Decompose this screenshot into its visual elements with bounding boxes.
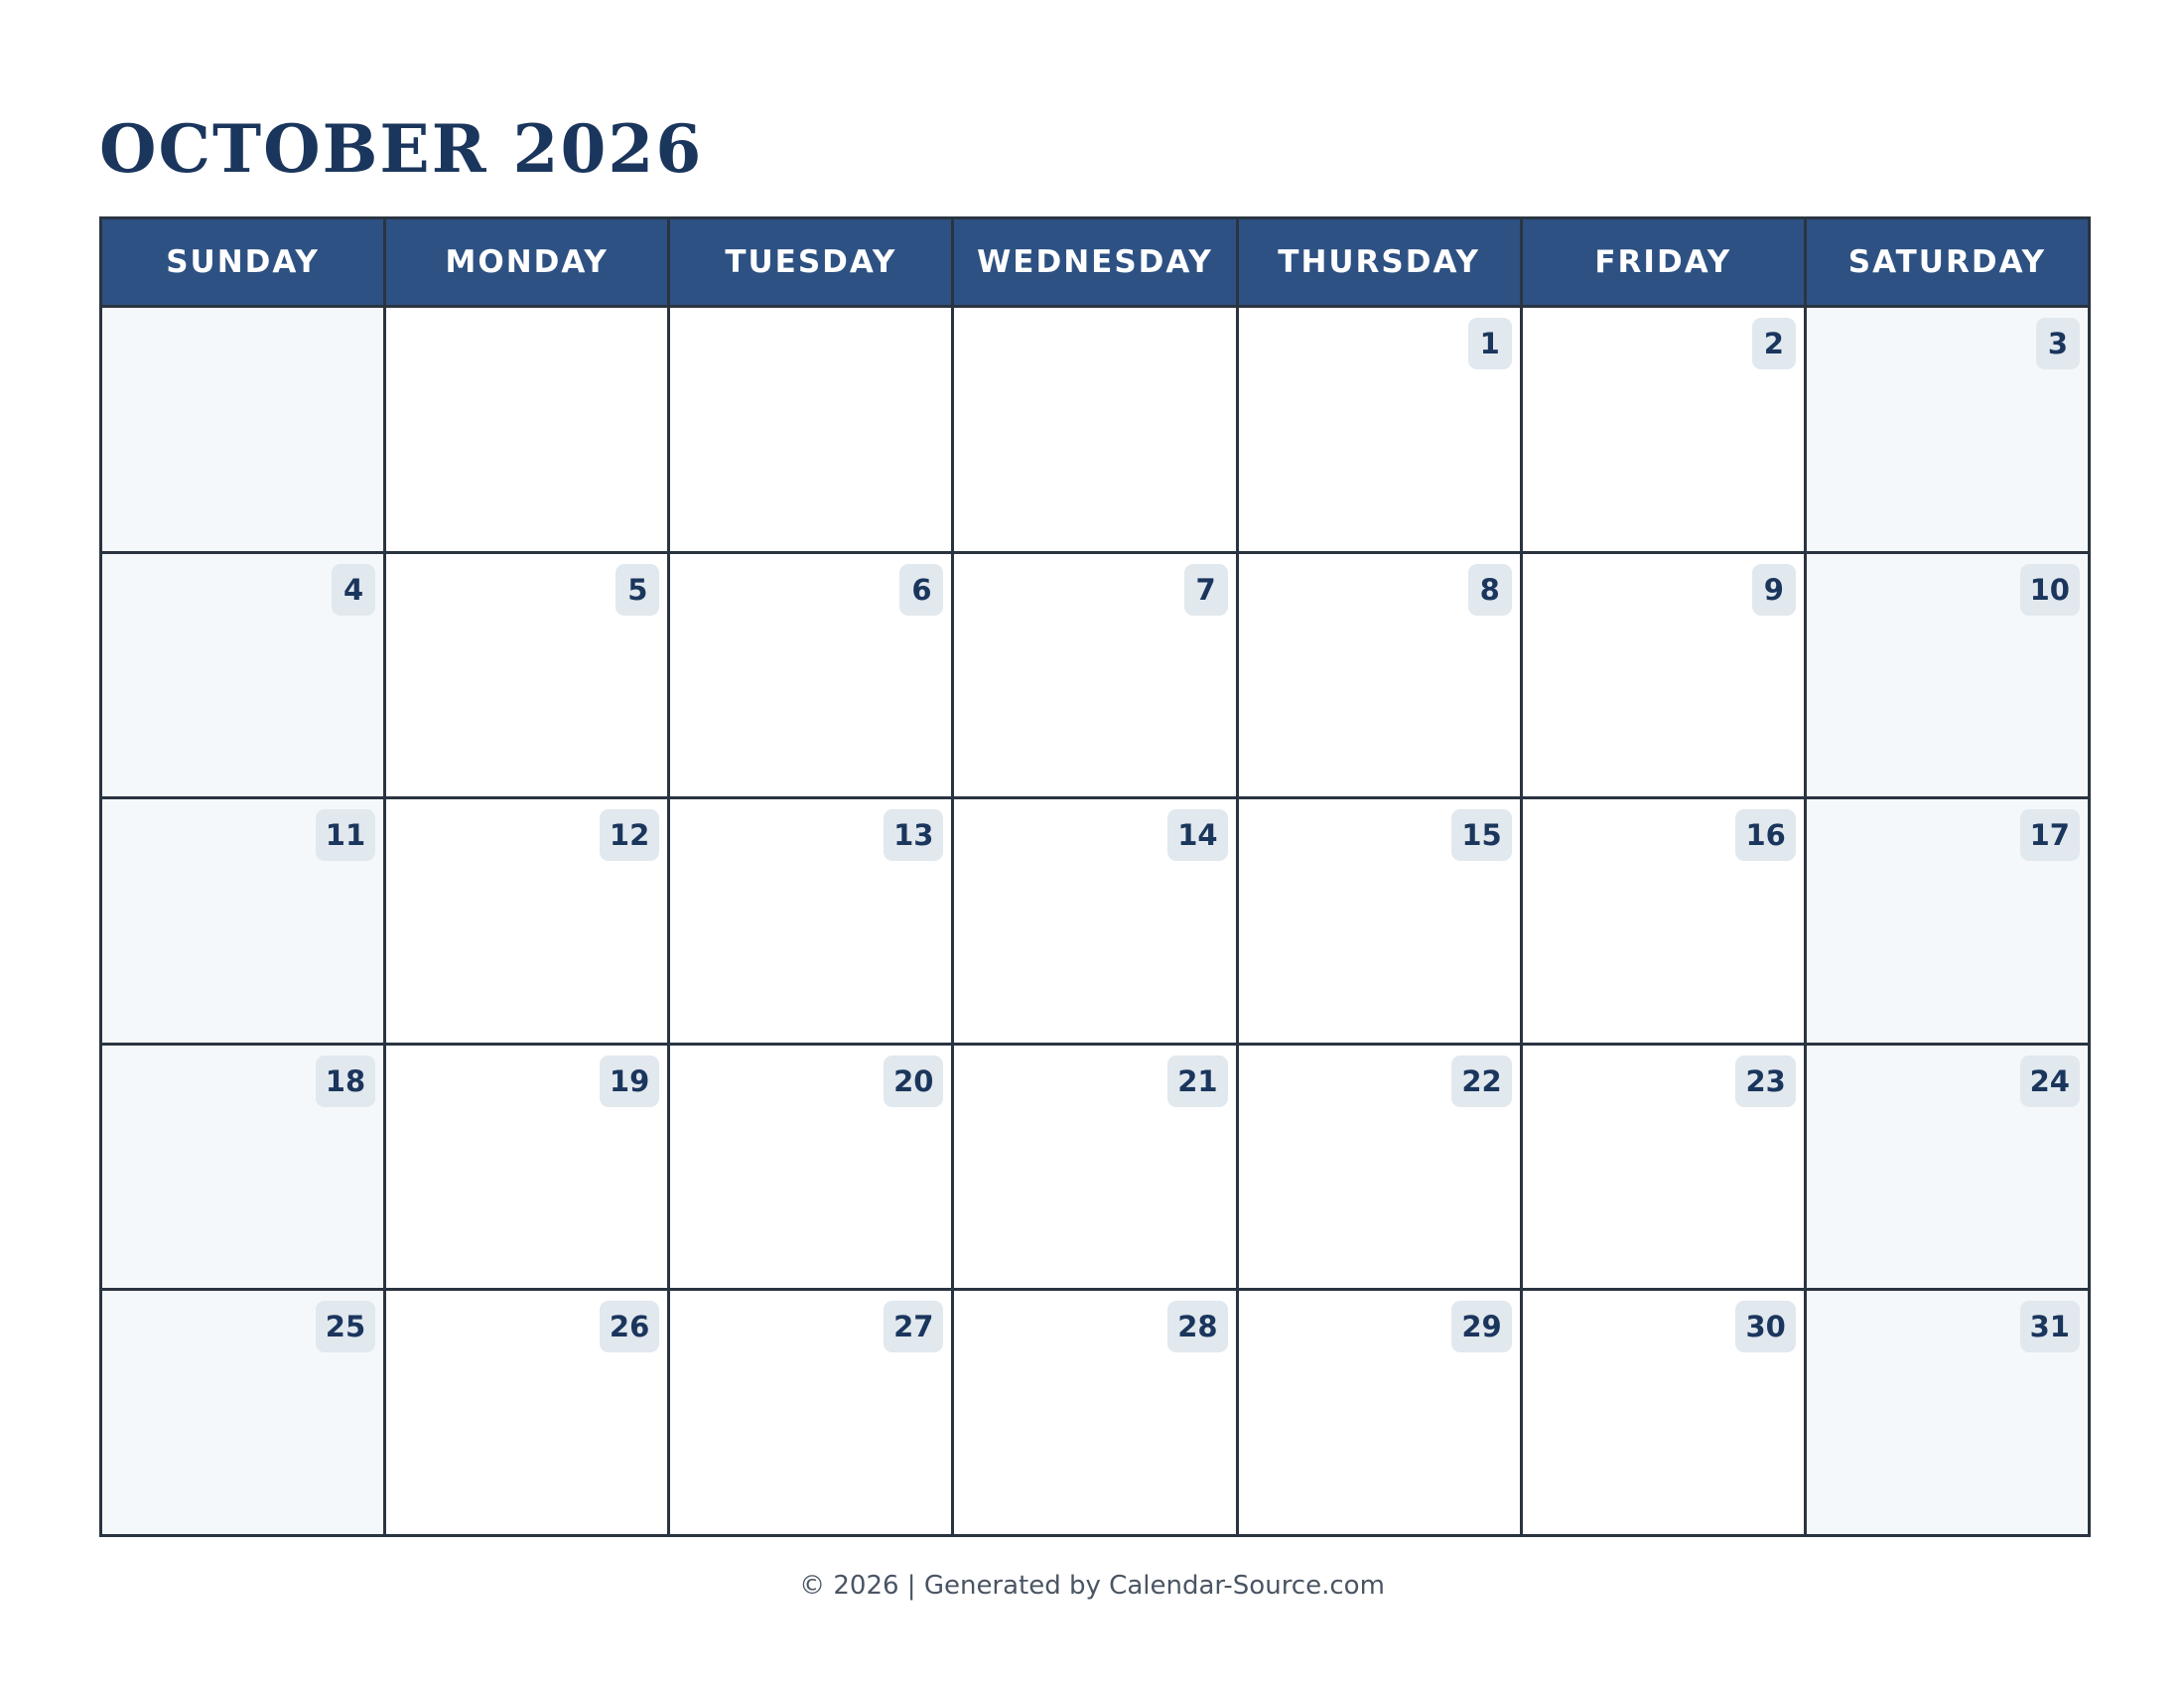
day-cell-29 [1239, 1291, 1520, 1534]
weekday-header-sunday: SUNDAY [102, 219, 383, 305]
day-number-badge: 7 [1184, 564, 1228, 616]
day-cell-7 [954, 554, 1235, 797]
day-cell-13 [670, 799, 951, 1043]
day-cell-15 [1239, 799, 1520, 1043]
day-cell-12 [386, 799, 667, 1043]
day-number-badge: 22 [1451, 1055, 1511, 1107]
footer-text: © 2026 | Generated by Calendar-Source.com [799, 1571, 1385, 1601]
day-cell-31 [1807, 1291, 2088, 1534]
day-cell-24 [1807, 1046, 2088, 1289]
day-cell-3 [1807, 308, 2088, 551]
day-cell-19 [386, 1046, 667, 1289]
day-number-badge: 9 [1752, 564, 1796, 616]
day-cell-1 [1239, 308, 1520, 551]
day-number-badge: 17 [2020, 809, 2080, 861]
day-number-badge: 24 [2020, 1055, 2080, 1107]
day-cell-14 [954, 799, 1235, 1043]
day-number-badge: 18 [316, 1055, 375, 1107]
day-number-badge: 4 [332, 564, 375, 616]
footer-credit [0, 1571, 2184, 1601]
page-title: OCTOBER 2026 [99, 110, 704, 188]
day-cell-30 [1523, 1291, 1804, 1534]
day-number-badge: 6 [899, 564, 943, 616]
day-cell-11 [102, 799, 383, 1043]
day-number-badge: 29 [1451, 1301, 1511, 1352]
day-number-badge: 30 [1735, 1301, 1795, 1352]
day-cell-20 [670, 1046, 951, 1289]
day-cell-9 [1523, 554, 1804, 797]
weekday-header-friday: FRIDAY [1523, 219, 1804, 305]
day-cell-2 [1523, 308, 1804, 551]
day-cell-empty [386, 308, 667, 551]
day-cell-5 [386, 554, 667, 797]
day-cell-16 [1523, 799, 1804, 1043]
day-number-badge: 3 [2036, 318, 2080, 369]
day-cell-28 [954, 1291, 1235, 1534]
day-cell-4 [102, 554, 383, 797]
day-number-badge: 25 [316, 1301, 375, 1352]
weekday-header-saturday: SATURDAY [1807, 219, 2088, 305]
day-cell-25 [102, 1291, 383, 1534]
day-number-badge: 1 [1468, 318, 1512, 369]
day-cell-26 [386, 1291, 667, 1534]
day-number-badge: 13 [884, 809, 943, 861]
weekday-header-thursday: THURSDAY [1239, 219, 1520, 305]
day-number-badge: 31 [2020, 1301, 2080, 1352]
day-cell-6 [670, 554, 951, 797]
weekday-header-monday: MONDAY [386, 219, 667, 305]
day-number-badge: 5 [615, 564, 659, 616]
weekday-header-wednesday: WEDNESDAY [954, 219, 1235, 305]
day-cell-23 [1523, 1046, 1804, 1289]
day-number-badge: 11 [316, 809, 375, 861]
day-number-badge: 15 [1451, 809, 1511, 861]
day-number-badge: 20 [884, 1055, 943, 1107]
day-cell-21 [954, 1046, 1235, 1289]
day-number-badge: 23 [1735, 1055, 1795, 1107]
day-number-badge: 16 [1735, 809, 1795, 861]
day-cell-17 [1807, 799, 2088, 1043]
day-cell-empty [954, 308, 1235, 551]
day-cell-22 [1239, 1046, 1520, 1289]
day-cell-27 [670, 1291, 951, 1534]
day-number-badge: 19 [600, 1055, 659, 1107]
day-number-badge: 12 [600, 809, 659, 861]
day-number-badge: 2 [1752, 318, 1796, 369]
day-number-badge: 10 [2020, 564, 2080, 616]
day-cell-empty [102, 308, 383, 551]
day-number-badge: 28 [1167, 1301, 1227, 1352]
calendar-grid [99, 216, 2091, 1537]
day-number-badge: 27 [884, 1301, 943, 1352]
day-number-badge: 14 [1167, 809, 1227, 861]
weekday-header-tuesday: TUESDAY [670, 219, 951, 305]
day-cell-10 [1807, 554, 2088, 797]
day-number-badge: 21 [1167, 1055, 1227, 1107]
day-number-badge: 8 [1468, 564, 1512, 616]
day-cell-18 [102, 1046, 383, 1289]
day-cell-8 [1239, 554, 1520, 797]
day-cell-empty [670, 308, 951, 551]
day-number-badge: 26 [600, 1301, 659, 1352]
